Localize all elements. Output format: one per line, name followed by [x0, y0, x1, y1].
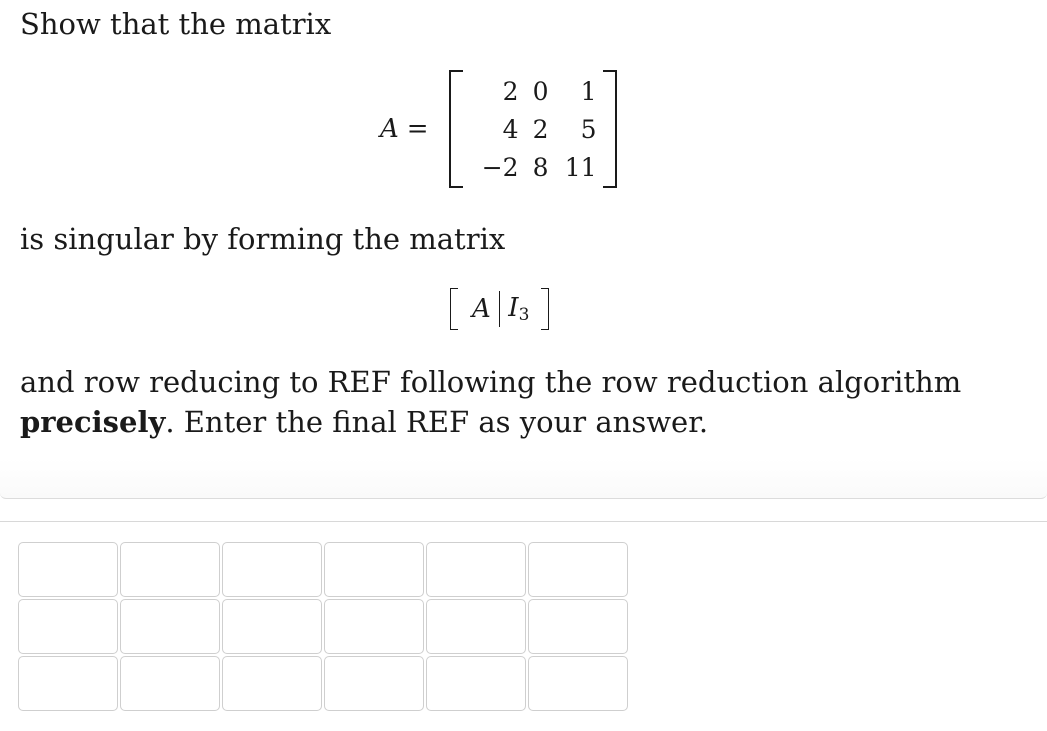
answer-cell-r3c5[interactable] [426, 656, 526, 711]
matrix-entry: 1 [580, 76, 597, 106]
matrix-a-entries [463, 72, 603, 186]
matrix-entry: 5 [580, 114, 597, 144]
matrix-entry: 0 [532, 76, 549, 106]
identity-symbol: I [508, 293, 519, 323]
right-bracket [603, 70, 617, 188]
section-divider [0, 458, 1047, 499]
aug-right-bracket [541, 288, 549, 330]
problem-intro: Show that the matrix [20, 7, 332, 41]
equals-sign: = [406, 114, 429, 144]
aug-left-bracket [450, 288, 458, 330]
problem-instruction [20, 362, 1030, 442]
answer-cell-r1c1[interactable] [18, 542, 118, 597]
instruction-text: and row reducing to REF following the row reduction algorithm [20, 365, 962, 399]
instruction-emphasis: precisely [20, 405, 166, 439]
matrix-entry: 2 [502, 76, 519, 106]
left-bracket [449, 70, 463, 188]
answer-cell-r2c6[interactable] [528, 599, 628, 654]
answer-cell-r2c3[interactable] [222, 599, 322, 654]
identity-size: 3 [518, 305, 530, 325]
answer-cell-r2c2[interactable] [120, 599, 220, 654]
aug-right-symbol [508, 293, 529, 325]
aug-divider [499, 291, 501, 327]
matrix-name: A [380, 114, 399, 144]
matrix-entry: 11 [564, 152, 597, 182]
answer-cell-r1c6[interactable] [528, 542, 628, 597]
matrix-entry: 2 [532, 114, 549, 144]
matrix-entry: −2 [481, 152, 519, 182]
answer-cell-r2c4[interactable] [324, 599, 424, 654]
answer-cell-r1c2[interactable] [120, 542, 220, 597]
answer-cell-r1c4[interactable] [324, 542, 424, 597]
answer-cell-r1c3[interactable] [222, 542, 322, 597]
answer-cell-r3c1[interactable] [18, 656, 118, 711]
answer-cell-r3c3[interactable] [222, 656, 322, 711]
matrix-a-display [380, 70, 617, 188]
matrix-entry: 8 [532, 152, 549, 182]
answer-cell-r2c1[interactable] [18, 599, 118, 654]
answer-cell-r1c5[interactable] [426, 542, 526, 597]
augmented-matrix [450, 286, 549, 332]
answer-cell-r2c5[interactable] [426, 599, 526, 654]
matrix-entry: 4 [502, 114, 519, 144]
problem-middle-text: is singular by forming the matrix [20, 222, 506, 256]
answer-cell-r3c6[interactable] [528, 656, 628, 711]
answer-cell-r3c2[interactable] [120, 656, 220, 711]
answer-cell-r3c4[interactable] [324, 656, 424, 711]
instruction-text-end: . Enter the final REF as your answer. [165, 405, 709, 439]
answer-matrix-grid [18, 542, 628, 711]
aug-left-symbol: A [472, 294, 491, 324]
answer-divider-line [0, 521, 1047, 522]
